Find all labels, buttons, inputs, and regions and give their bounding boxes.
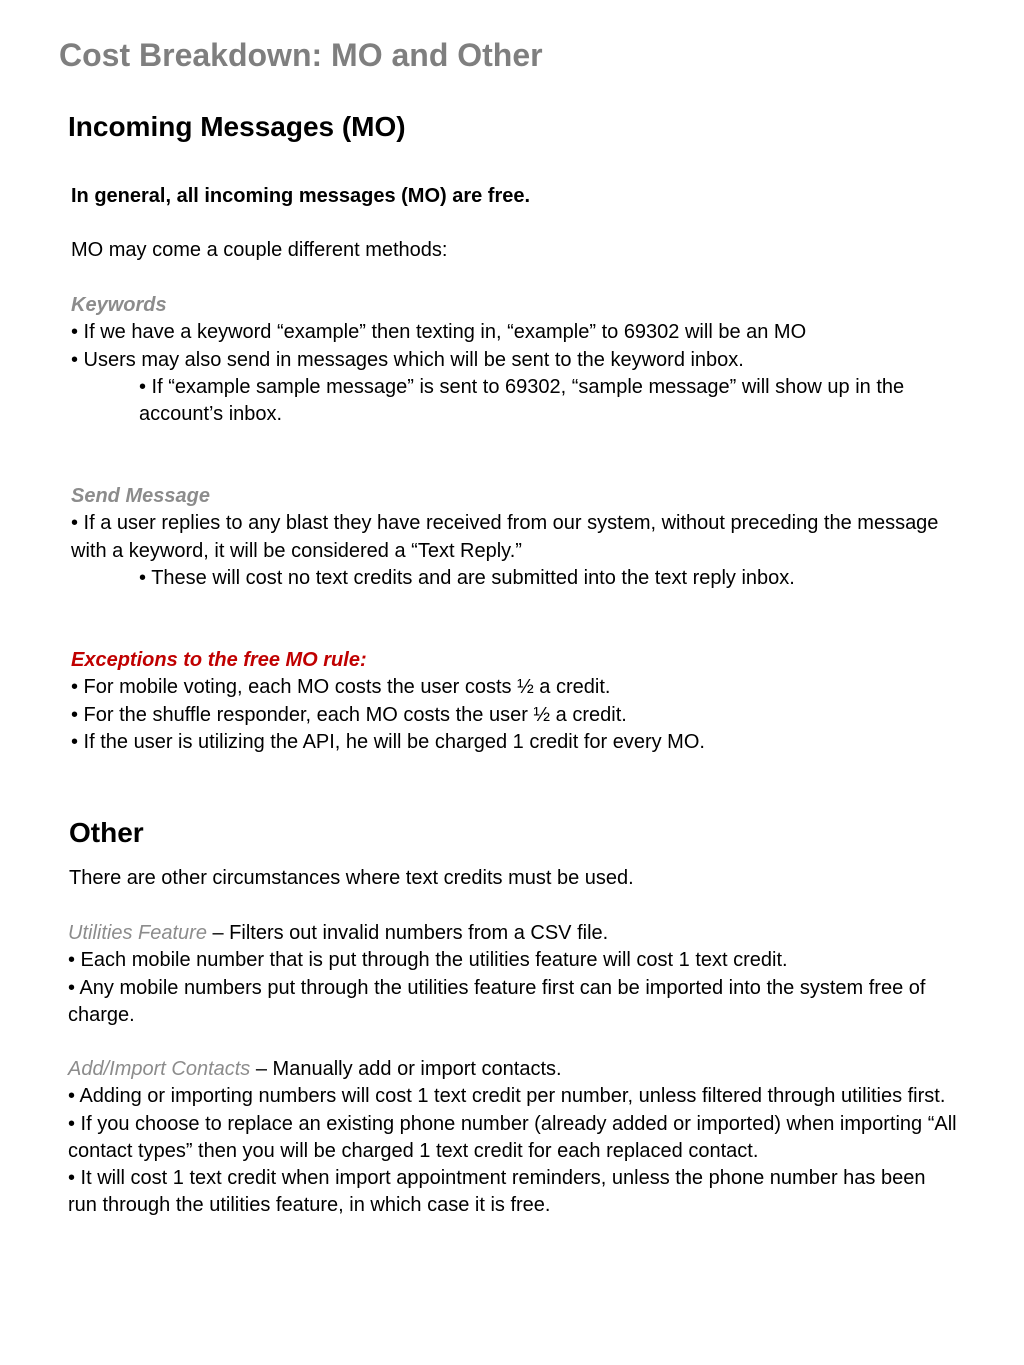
other-intro-text: There are other circumstances where text credits must be used. xyxy=(69,867,634,889)
exceptions-bullet: • For the shuffle responder, each MO costs the user ½ a credit. xyxy=(71,703,627,726)
keywords-section xyxy=(71,292,951,428)
contacts-bullet: • Adding or importing numbers will cost 1 text credit per number, unless filtered through utilities first. xyxy=(68,1085,946,1108)
send-message-sub-bullet: • These will cost no text credits and are submitted into the text reply inbox. xyxy=(139,566,795,589)
exceptions-section xyxy=(71,647,951,756)
keywords-bullet: • If we have a keyword “example” then texting in, “example” to 69302 will be an MO xyxy=(71,321,807,344)
exceptions-bullet: • If the user is utilizing the API, he will be charged 1 credit for every MO. xyxy=(71,730,705,753)
utilities-heading-line xyxy=(68,920,958,947)
contacts-feature-description: – Manually add or import contacts. xyxy=(250,1058,562,1080)
exceptions-heading: Exceptions to the free MO rule: xyxy=(71,649,367,671)
general-statement-text: In general, all incoming messages (MO) are free. xyxy=(71,185,531,207)
contacts-bullet: • It will cost 1 text credit when import appointment reminders, unless the phone number has been run through the utilities feature, in which case it is free. xyxy=(68,1167,926,1217)
utilities-bullet: • Any mobile numbers put through the utilities feature first can be imported into the system free of charge. xyxy=(68,976,926,1026)
utilities-feature-description: – Filters out invalid numbers from a CSV file. xyxy=(206,922,609,944)
contacts-bullet: • If you choose to replace an existing phone number (already added or imported) when importing “All contact types” then you will be charged 1 text credit for each replaced contact. xyxy=(68,1112,957,1162)
other-heading: Other xyxy=(69,817,144,848)
other-intro xyxy=(69,865,949,892)
page-title: Cost Breakdown: MO and Other xyxy=(59,37,543,73)
send-message-section xyxy=(71,483,951,592)
utilities-bullet: • Each mobile number that is put through the utilities feature will cost 1 text credit. xyxy=(68,949,788,972)
contacts-section xyxy=(68,1056,958,1220)
keywords-sub-bullet: • If “example sample message” is sent to 69302, “sample message” will show up in the account’s inbox. xyxy=(139,375,905,426)
keywords-heading: Keywords xyxy=(71,294,167,316)
contacts-feature-name: Add/Import Contacts xyxy=(68,1058,251,1080)
utilities-section xyxy=(68,920,958,1029)
methods-intro xyxy=(71,237,951,264)
methods-intro-text: MO may come a couple different methods: xyxy=(71,239,448,261)
utilities-feature-name: Utilities Feature xyxy=(68,922,207,944)
general-statement xyxy=(71,183,951,210)
incoming-messages-heading: Incoming Messages (MO) xyxy=(68,111,406,142)
send-message-bullet: • If a user replies to any blast they have received from our system, without preceding the message with a keyword, it will be considered a “Text Reply.” xyxy=(71,512,939,562)
exceptions-bullet: • For mobile voting, each MO costs the user costs ½ a credit. xyxy=(71,676,611,699)
contacts-heading-line xyxy=(68,1056,958,1083)
send-message-heading: Send Message xyxy=(71,485,210,507)
keywords-bullet: • Users may also send in messages which will be sent to the keyword inbox. xyxy=(71,348,744,371)
